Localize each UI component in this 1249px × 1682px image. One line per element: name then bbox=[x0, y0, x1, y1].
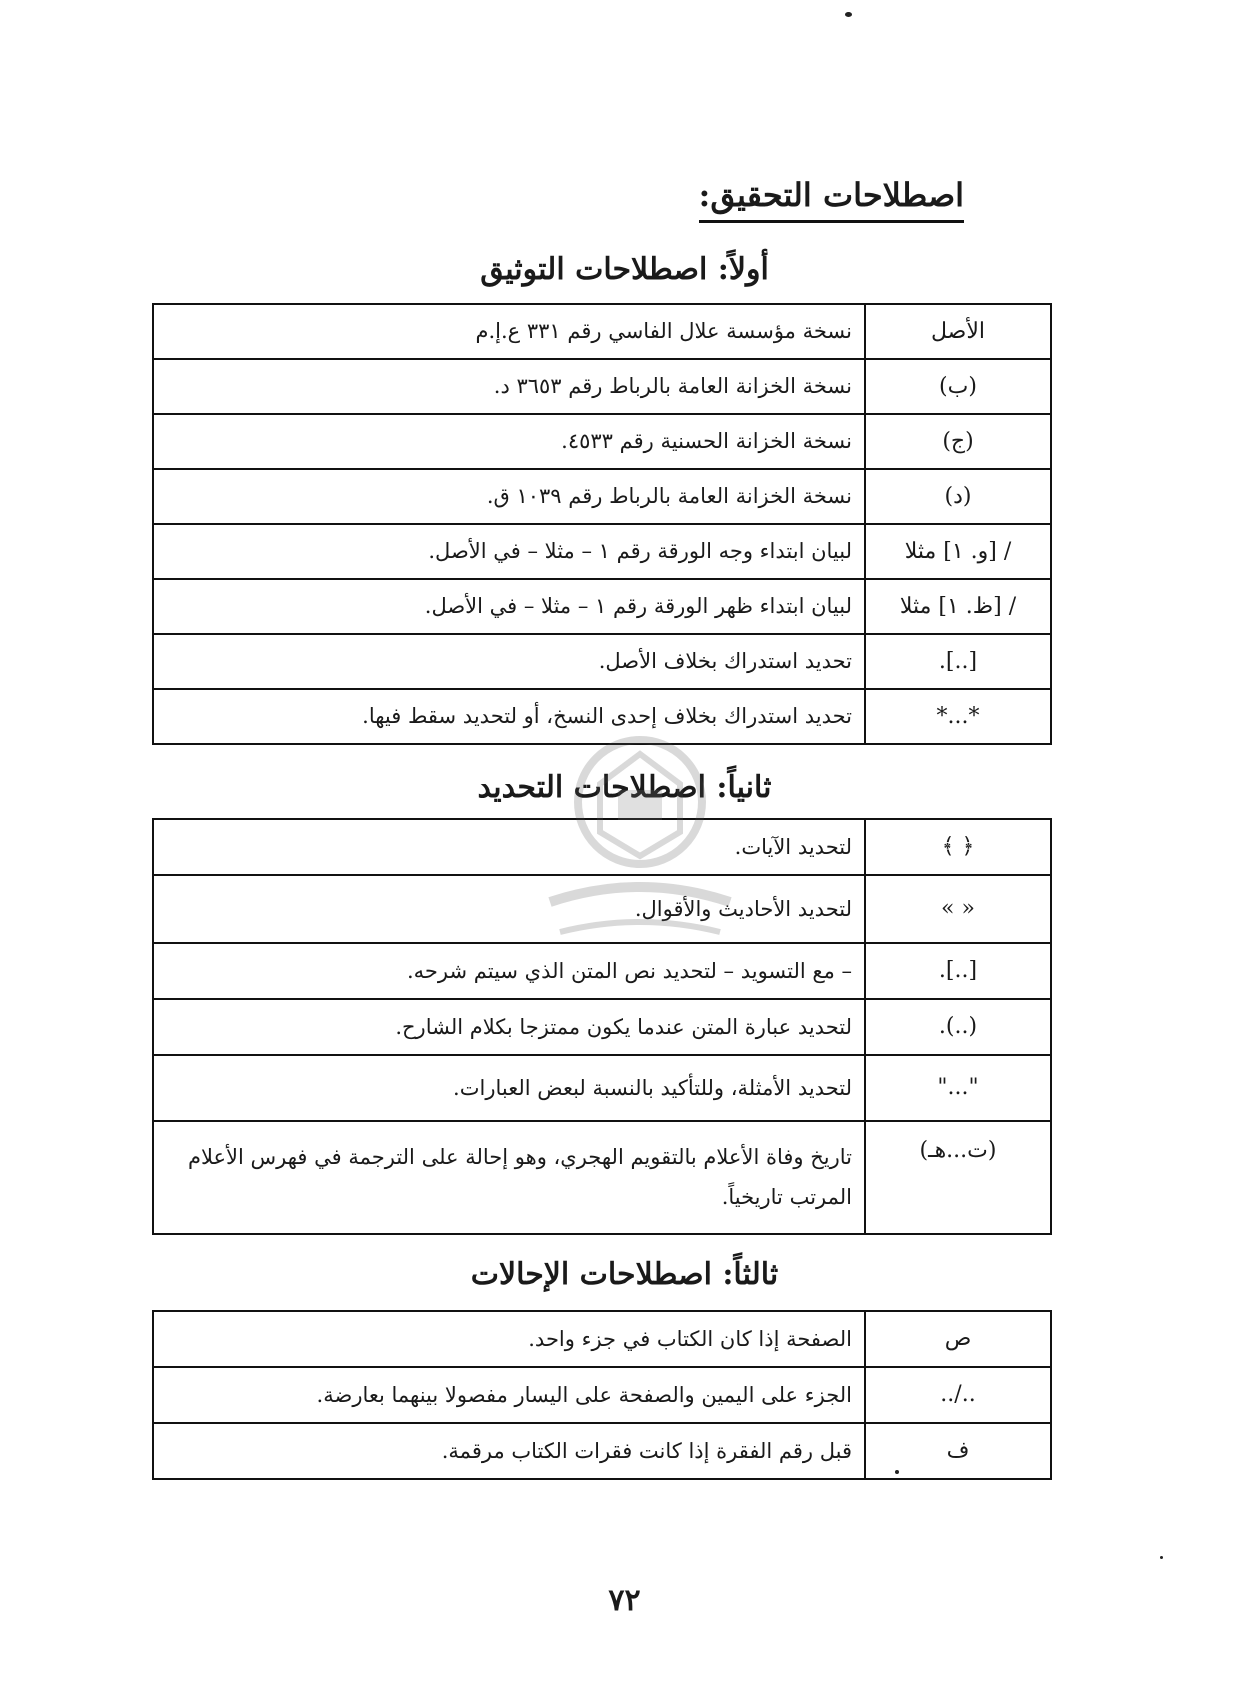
term-cell: [..]. bbox=[865, 634, 1051, 689]
table-row bbox=[153, 524, 1051, 579]
description-cell: نسخة الخزانة العامة بالرباط رقم ٣٦٥٣ د. bbox=[153, 359, 865, 414]
table-row bbox=[153, 1423, 1051, 1479]
delimitation-terms-table bbox=[152, 818, 1052, 1235]
table-row bbox=[153, 304, 1051, 359]
term-cell: (..). bbox=[865, 999, 1051, 1055]
table-row bbox=[153, 414, 1051, 469]
description-cell: لتحديد عبارة المتن عندما يكون ممتزجا بكلام الشارح. bbox=[153, 999, 865, 1055]
table-row bbox=[153, 999, 1051, 1055]
page-title: اصطلاحات التحقيق: bbox=[699, 176, 965, 223]
term-cell: / [و. ١] مثلا bbox=[865, 524, 1051, 579]
term-cell: الأصل bbox=[865, 304, 1051, 359]
documentation-terms-table bbox=[152, 303, 1052, 745]
description-cell: تحديد استدراك بخلاف إحدى النسخ، أو لتحديد سقط فيها. bbox=[153, 689, 865, 744]
description-cell: لبيان ابتداء وجه الورقة رقم ١ – مثلا – في الأصل. bbox=[153, 524, 865, 579]
term-cell: ../.. bbox=[865, 1367, 1051, 1423]
description-cell: الصفحة إذا كان الكتاب في جزء واحد. bbox=[153, 1311, 865, 1367]
section-heading-documentation: أولاً: اصطلاحات التوثيق bbox=[480, 252, 769, 287]
table-row bbox=[153, 943, 1051, 999]
description-cell: الجزء على اليمين والصفحة على اليسار مفصولا بينهما بعارضة. bbox=[153, 1367, 865, 1423]
term-cell: [..]. bbox=[865, 943, 1051, 999]
section-heading-delimitation: ثانياً: اصطلاحات التحديد bbox=[477, 770, 772, 805]
description-cell: لتحديد الأحاديث والأقوال. bbox=[153, 875, 865, 943]
description-cell: لتحديد الآيات. bbox=[153, 819, 865, 875]
table-row bbox=[153, 634, 1051, 689]
table-row bbox=[153, 359, 1051, 414]
term-cell: *...* bbox=[865, 689, 1051, 744]
page-number: ٧٢ bbox=[608, 1583, 641, 1618]
term-cell: « » bbox=[865, 875, 1051, 943]
scan-speck bbox=[1160, 1556, 1163, 1559]
description-cell: تحديد استدراك بخلاف الأصل. bbox=[153, 634, 865, 689]
term-cell: ف bbox=[865, 1423, 1051, 1479]
description-cell: لبيان ابتداء ظهر الورقة رقم ١ – مثلا – في الأصل. bbox=[153, 579, 865, 634]
term-cell: (ت...هـ) bbox=[865, 1121, 1051, 1234]
table-row bbox=[153, 819, 1051, 875]
table-row bbox=[153, 1311, 1051, 1367]
section-heading-references: ثالثاً: اصطلاحات الإحالات bbox=[470, 1257, 779, 1292]
table-row bbox=[153, 875, 1051, 943]
scan-speck bbox=[845, 12, 852, 17]
description-cell: نسخة مؤسسة علال الفاسي رقم ٣٣١ ع.إ.م bbox=[153, 304, 865, 359]
term-cell: "..." bbox=[865, 1055, 1051, 1121]
description-cell: نسخة الخزانة الحسنية رقم ٤٥٣٣. bbox=[153, 414, 865, 469]
description-cell: تاريخ وفاة الأعلام بالتقويم الهجري، وهو إحالة على الترجمة في فهرس الأعلام المرتب تاريخياً. bbox=[153, 1121, 865, 1234]
term-cell: ص bbox=[865, 1311, 1051, 1367]
description-cell: لتحديد الأمثلة، وللتأكيد بالنسبة لبعض العبارات. bbox=[153, 1055, 865, 1121]
table-row bbox=[153, 1055, 1051, 1121]
references-terms-table bbox=[152, 1310, 1052, 1480]
table-row bbox=[153, 689, 1051, 744]
table-row bbox=[153, 1121, 1051, 1234]
description-cell: قبل رقم الفقرة إذا كانت فقرات الكتاب مرقمة. bbox=[153, 1423, 865, 1479]
table-row bbox=[153, 579, 1051, 634]
term-cell: / [ظ. ١] مثلا bbox=[865, 579, 1051, 634]
term-cell: (ب) bbox=[865, 359, 1051, 414]
description-cell: – مع التسويد – لتحديد نص المتن الذي سيتم شرحه. bbox=[153, 943, 865, 999]
term-cell: ﴿ ﴾ bbox=[865, 819, 1051, 875]
term-cell: (د) bbox=[865, 469, 1051, 524]
table-row bbox=[153, 469, 1051, 524]
table-row bbox=[153, 1367, 1051, 1423]
term-cell: (ج) bbox=[865, 414, 1051, 469]
description-cell: نسخة الخزانة العامة بالرباط رقم ١٠٣٩ ق. bbox=[153, 469, 865, 524]
